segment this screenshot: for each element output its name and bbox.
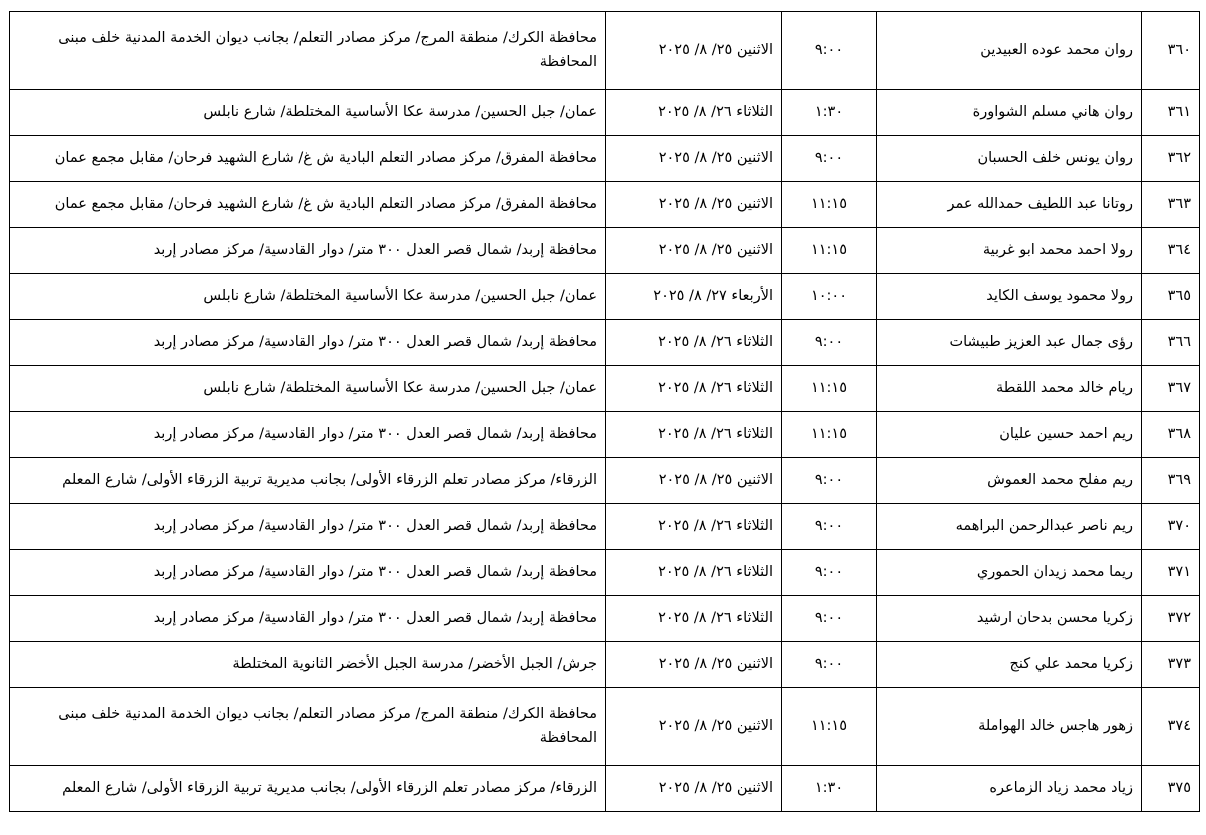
- table-row: [10, 90, 1200, 136]
- exam-date: الاثنين ٢٥/ ٨/ ٢٠٢٥: [606, 642, 782, 688]
- exam-date: الثلاثاء ٢٦/ ٨/ ٢٠٢٥: [606, 366, 782, 412]
- exam-time: ٩:٠٠: [782, 550, 877, 596]
- exam-time: ١١:١٥: [782, 412, 877, 458]
- exam-location: محافظة إربد/ شمال قصر العدل ٣٠٠ متر/ دوار القادسية/ مركز مصادر إربد: [10, 412, 606, 458]
- row-number: ٣٦٢: [1142, 136, 1200, 182]
- exam-date: الاثنين ٢٥/ ٨/ ٢٠٢٥: [606, 228, 782, 274]
- exam-location: عمان/ جبل الحسين/ مدرسة عكا الأساسية المختلطة/ شارع نابلس: [10, 274, 606, 320]
- row-number: ٣٦٧: [1142, 366, 1200, 412]
- exam-time: ١:٣٠: [782, 90, 877, 136]
- candidate-name: ريم ناصر عبدالرحمن البراهمه: [877, 504, 1142, 550]
- table-row: [10, 412, 1200, 458]
- exam-time: ٩:٠٠: [782, 504, 877, 550]
- exam-time: ٩:٠٠: [782, 12, 877, 90]
- row-number: ٣٧٤: [1142, 688, 1200, 766]
- row-number: ٣٦٦: [1142, 320, 1200, 366]
- exam-date: الاثنين ٢٥/ ٨/ ٢٠٢٥: [606, 458, 782, 504]
- exam-location: الزرقاء/ مركز مصادر تعلم الزرقاء الأولى/ بجانب مديرية تربية الزرقاء الأولى/ شارع المعلم: [10, 766, 606, 812]
- candidate-name: رؤى جمال عبد العزيز طبيشات: [877, 320, 1142, 366]
- exam-time: ٩:٠٠: [782, 596, 877, 642]
- exam-time: ٩:٠٠: [782, 320, 877, 366]
- exam-time: ١:٣٠: [782, 766, 877, 812]
- table-row: [10, 688, 1200, 766]
- exam-date: الاثنين ٢٥/ ٨/ ٢٠٢٥: [606, 136, 782, 182]
- candidate-name: زياد محمد زياد الزماعره: [877, 766, 1142, 812]
- table-row: [10, 596, 1200, 642]
- row-number: ٣٦٣: [1142, 182, 1200, 228]
- exam-time: ٩:٠٠: [782, 458, 877, 504]
- exam-location: محافظة إربد/ شمال قصر العدل ٣٠٠ متر/ دوار القادسية/ مركز مصادر إربد: [10, 320, 606, 366]
- table-row: [10, 182, 1200, 228]
- candidate-name: روان يونس خلف الحسبان: [877, 136, 1142, 182]
- exam-date: الأربعاء ٢٧/ ٨/ ٢٠٢٥: [606, 274, 782, 320]
- table-row: [10, 228, 1200, 274]
- table-row: [10, 458, 1200, 504]
- row-number: ٣٦٤: [1142, 228, 1200, 274]
- candidate-name: روان هاني مسلم الشواورة: [877, 90, 1142, 136]
- row-number: ٣٦٠: [1142, 12, 1200, 90]
- exam-date: الثلاثاء ٢٦/ ٨/ ٢٠٢٥: [606, 596, 782, 642]
- candidate-name: روتانا عبد اللطيف حمدالله عمر: [877, 182, 1142, 228]
- candidate-name: زكريا محمد علي كنج: [877, 642, 1142, 688]
- table-row: [10, 366, 1200, 412]
- row-number: ٣٧٠: [1142, 504, 1200, 550]
- exam-time: ١١:١٥: [782, 182, 877, 228]
- exam-location: محافظة المفرق/ مركز مصادر التعلم البادية ش غ/ شارع الشهيد فرحان/ مقابل مجمع عمان: [10, 136, 606, 182]
- exam-location: الزرقاء/ مركز مصادر تعلم الزرقاء الأولى/ بجانب مديرية تربية الزرقاء الأولى/ شارع المعلم: [10, 458, 606, 504]
- candidate-name: ريم احمد حسين عليان: [877, 412, 1142, 458]
- exam-location: محافظة إربد/ شمال قصر العدل ٣٠٠ متر/ دوار القادسية/ مركز مصادر إربد: [10, 228, 606, 274]
- candidate-name: ريم مفلح محمد العموش: [877, 458, 1142, 504]
- candidate-name: روان محمد عوده العبيدين: [877, 12, 1142, 90]
- exam-date: الاثنين ٢٥/ ٨/ ٢٠٢٥: [606, 12, 782, 90]
- table-row: [10, 766, 1200, 812]
- exam-time: ١٠:٠٠: [782, 274, 877, 320]
- exam-location: محافظة إربد/ شمال قصر العدل ٣٠٠ متر/ دوار القادسية/ مركز مصادر إربد: [10, 596, 606, 642]
- row-number: ٣٦٥: [1142, 274, 1200, 320]
- row-number: ٣٧٥: [1142, 766, 1200, 812]
- exam-date: الثلاثاء ٢٦/ ٨/ ٢٠٢٥: [606, 90, 782, 136]
- row-number: ٣٦٨: [1142, 412, 1200, 458]
- candidate-name: رولا محمود يوسف الكايد: [877, 274, 1142, 320]
- table-row: [10, 274, 1200, 320]
- exam-location: جرش/ الجبل الأخضر/ مدرسة الجبل الأخضر الثانوية المختلطة: [10, 642, 606, 688]
- exam-time: ١١:١٥: [782, 688, 877, 766]
- exam-date: الثلاثاء ٢٦/ ٨/ ٢٠٢٥: [606, 320, 782, 366]
- row-number: ٣٧٣: [1142, 642, 1200, 688]
- table-row: [10, 550, 1200, 596]
- exam-location: محافظة إربد/ شمال قصر العدل ٣٠٠ متر/ دوار القادسية/ مركز مصادر إربد: [10, 550, 606, 596]
- exam-date: الثلاثاء ٢٦/ ٨/ ٢٠٢٥: [606, 504, 782, 550]
- exam-date: الاثنين ٢٥/ ٨/ ٢٠٢٥: [606, 688, 782, 766]
- exam-time: ١١:١٥: [782, 366, 877, 412]
- row-number: ٣٦١: [1142, 90, 1200, 136]
- exam-location: محافظة الكرك/ منطقة المرج/ مركز مصادر التعلم/ بجانب ديوان الخدمة المدنية خلف مبنى المحافظة: [10, 688, 606, 766]
- candidate-name: ريام خالد محمد اللقطة: [877, 366, 1142, 412]
- table-row: [10, 642, 1200, 688]
- row-number: ٣٧٢: [1142, 596, 1200, 642]
- exam-schedule-sheet: [9, 11, 1199, 812]
- exam-time: ١١:١٥: [782, 228, 877, 274]
- table-row: [10, 136, 1200, 182]
- exam-time: ٩:٠٠: [782, 642, 877, 688]
- table-row: [10, 504, 1200, 550]
- exam-schedule-table: [9, 11, 1200, 812]
- exam-location: محافظة إربد/ شمال قصر العدل ٣٠٠ متر/ دوار القادسية/ مركز مصادر إربد: [10, 504, 606, 550]
- candidate-name: زهور هاجس خالد الهواملة: [877, 688, 1142, 766]
- exam-location: محافظة الكرك/ منطقة المرج/ مركز مصادر التعلم/ بجانب ديوان الخدمة المدنية خلف مبنى المحافظة: [10, 12, 606, 90]
- candidate-name: ريما محمد زيدان الحموري: [877, 550, 1142, 596]
- exam-date: الثلاثاء ٢٦/ ٨/ ٢٠٢٥: [606, 412, 782, 458]
- row-number: ٣٧١: [1142, 550, 1200, 596]
- candidate-name: رولا احمد محمد ابو غربية: [877, 228, 1142, 274]
- exam-date: الاثنين ٢٥/ ٨/ ٢٠٢٥: [606, 766, 782, 812]
- table-row: [10, 12, 1200, 90]
- table-row: [10, 320, 1200, 366]
- row-number: ٣٦٩: [1142, 458, 1200, 504]
- exam-date: الاثنين ٢٥/ ٨/ ٢٠٢٥: [606, 182, 782, 228]
- exam-location: محافظة المفرق/ مركز مصادر التعلم البادية ش غ/ شارع الشهيد فرحان/ مقابل مجمع عمان: [10, 182, 606, 228]
- exam-location: عمان/ جبل الحسين/ مدرسة عكا الأساسية المختلطة/ شارع نابلس: [10, 366, 606, 412]
- exam-location: عمان/ جبل الحسين/ مدرسة عكا الأساسية المختلطة/ شارع نابلس: [10, 90, 606, 136]
- exam-time: ٩:٠٠: [782, 136, 877, 182]
- exam-date: الثلاثاء ٢٦/ ٨/ ٢٠٢٥: [606, 550, 782, 596]
- candidate-name: زكريا محسن بدحان ارشيد: [877, 596, 1142, 642]
